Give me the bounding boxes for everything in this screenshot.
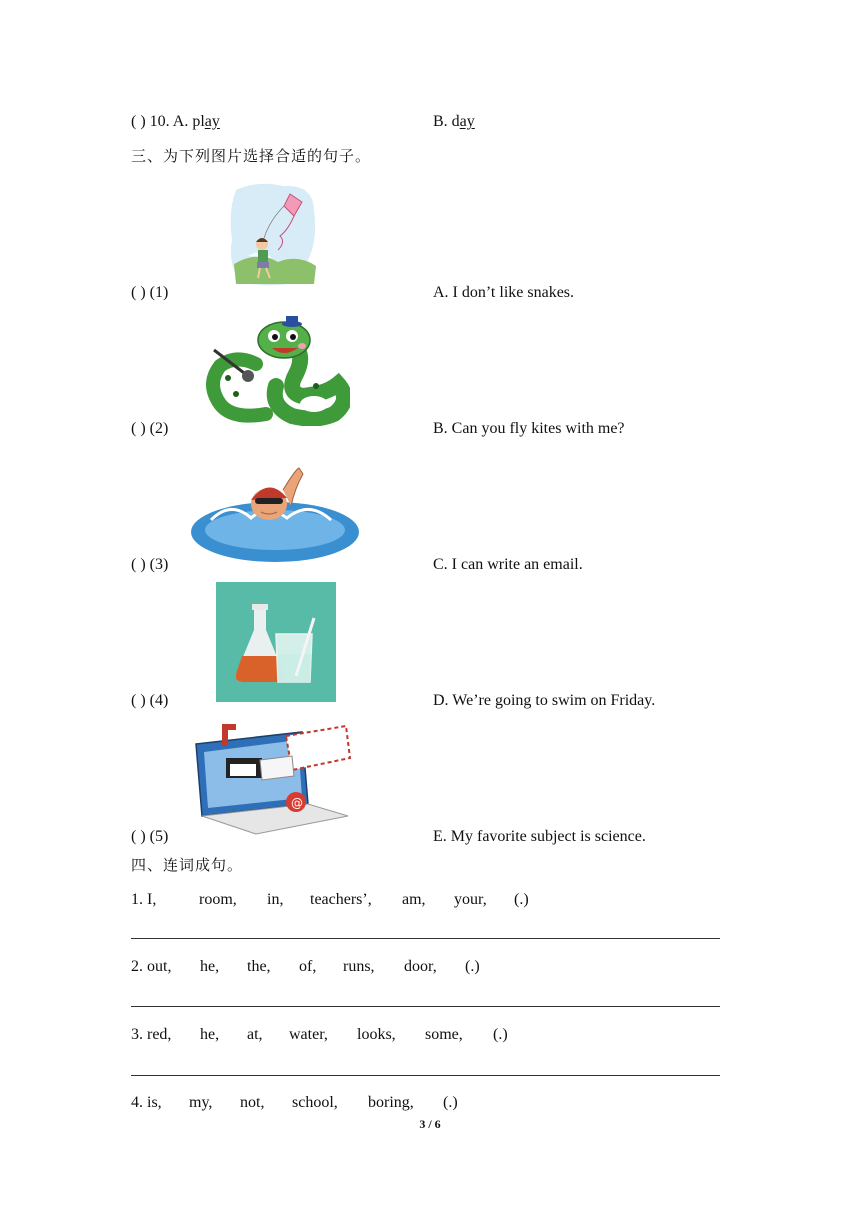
s4-word: looks, (357, 1026, 396, 1043)
s4-item-4 (131, 1093, 458, 1113)
s4-word: (.) (493, 1026, 508, 1043)
s4-word: he, (200, 958, 220, 975)
s3-item-4-label: ( ) (4) (131, 692, 169, 709)
s4-word: in, (267, 891, 284, 908)
s4-item-3-num: 3. (131, 1026, 143, 1043)
s4-word: water, (289, 1026, 328, 1043)
s4-word: the, (247, 958, 271, 975)
s3-option-e: E. My favorite subject is science. (433, 828, 646, 845)
s4-word: not, (240, 1094, 265, 1111)
answer-line-3 (131, 1075, 720, 1076)
s3-item-3-label: ( ) (3) (131, 556, 169, 573)
s4-word: (.) (514, 891, 529, 908)
s4-item-2-num: 2. (131, 958, 143, 975)
section3-heading: 三、为下列图片选择合适的句子。 (131, 147, 372, 165)
boy-swimming-icon (191, 460, 359, 564)
answer-line-1 (131, 938, 720, 939)
s4-word: out, (147, 958, 172, 975)
s4-item-4-num: 4. (131, 1094, 143, 1111)
s4-word: some, (425, 1026, 463, 1043)
q10-blank-text: ( ) 10. A. pl (131, 113, 205, 130)
s4-word: is, (147, 1094, 162, 1111)
s3-item-1-label: ( ) (1) (131, 284, 169, 301)
s4-item-3 (131, 1025, 508, 1045)
s4-word: door, (404, 958, 437, 975)
s3-item-2-label: ( ) (2) (131, 420, 169, 437)
girl-flying-kite-icon (228, 180, 318, 288)
answer-line-2 (131, 1006, 720, 1007)
s3-option-d: D. We’re going to swim on Friday. (433, 692, 656, 709)
s4-item-2 (131, 957, 480, 977)
q10-b-underlined: ay (459, 113, 475, 130)
q10-b-text: B. d (433, 113, 460, 130)
s3-option-c: C. I can write an email. (433, 556, 583, 573)
s4-word: runs, (343, 958, 375, 975)
q10-a-underlined: ay (204, 113, 220, 130)
s4-word: teachers’, (310, 891, 372, 908)
s4-word: my, (189, 1094, 213, 1111)
q10-right (433, 112, 475, 132)
s4-word: at, (247, 1026, 263, 1043)
page-number: 3 / 6 (419, 1117, 441, 1131)
s3-item-5-label: ( ) (5) (131, 828, 169, 845)
s4-word: (.) (465, 958, 480, 975)
s4-item-1-num: 1. (131, 891, 143, 908)
s4-word: I, (147, 891, 157, 908)
laptop-email-icon (190, 718, 354, 836)
s4-word: red, (147, 1026, 172, 1043)
s4-word: room, (199, 891, 237, 908)
section4-heading: 四、连词成句。 (131, 856, 244, 874)
s3-option-b: B. Can you fly kites with me? (433, 420, 625, 437)
s4-word: he, (200, 1026, 220, 1043)
singing-snake-icon (206, 314, 350, 426)
s4-item-1 (131, 890, 529, 910)
s4-word: boring, (368, 1094, 414, 1111)
s4-word: your, (454, 891, 487, 908)
svg-text:@: @ (291, 796, 303, 810)
q10-left (131, 112, 220, 132)
s4-word: am, (402, 891, 426, 908)
lab-beakers-icon (216, 582, 336, 702)
s4-word: school, (292, 1094, 338, 1111)
s3-option-a: A. I don’t like snakes. (433, 284, 575, 301)
s4-word: (.) (443, 1094, 458, 1111)
s4-word: of, (299, 958, 317, 975)
